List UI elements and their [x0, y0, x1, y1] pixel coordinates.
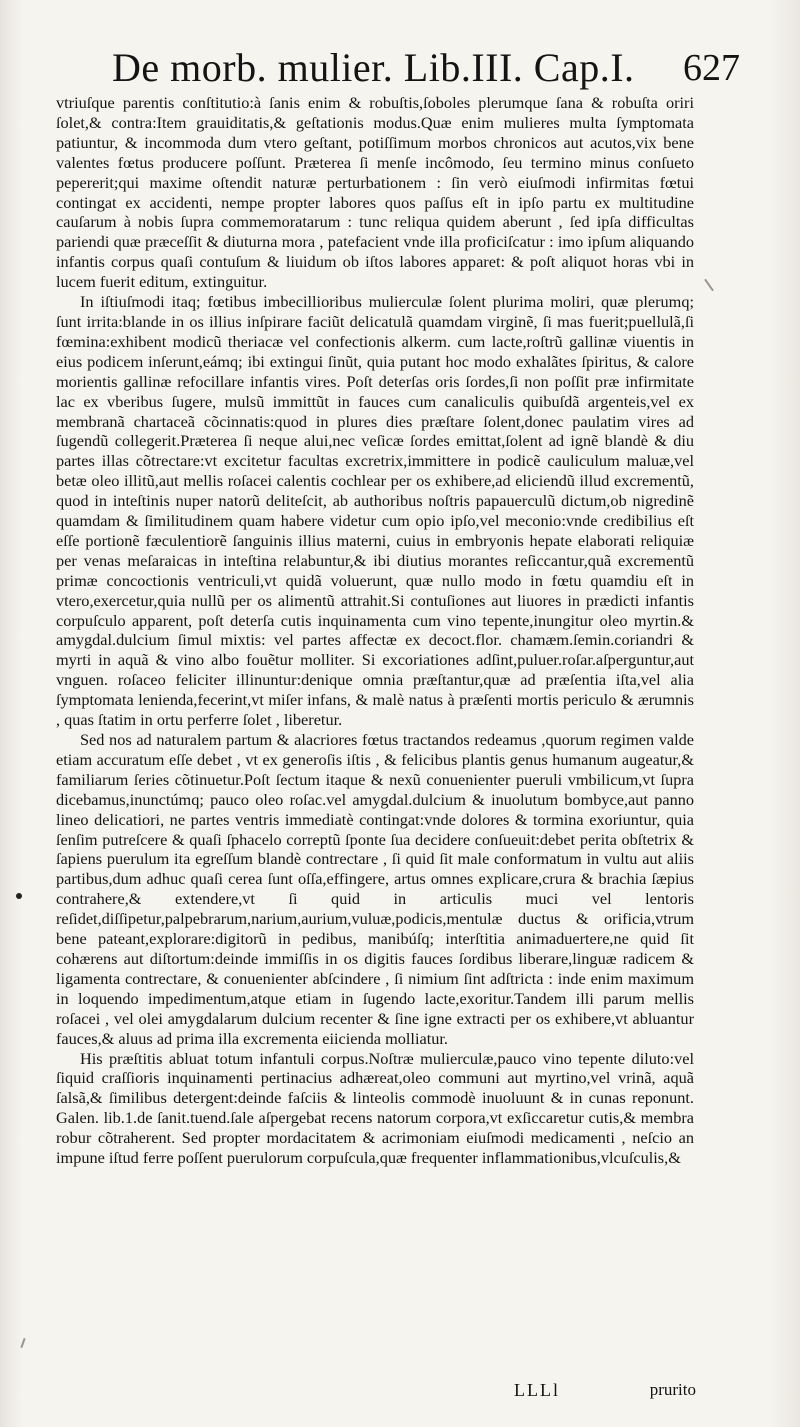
running-title: De morb. mulier. Lib.III. Cap.I. — [112, 45, 635, 90]
running-head — [60, 40, 740, 100]
signature-mark: LLLl — [514, 1380, 560, 1400]
paper-scratch — [20, 1338, 25, 1348]
paragraph-4: His præſtitis abluat totum infantuli corpus.Noſtræ mulierculæ,pauco vino tepente diluto:vel ſiquid craſſioris inquinamenti pertinacius adhæreat,oleo communi aut myrtino,vel vrinã, aquã ſalsã,& ſimilibus detergent:deinde faſciis & linteolis commodè inuoluunt & in cunas reponunt. Galen. lib.1.de ſanit.tuend.ſale aſpergebat recens natorum corpora,vt exſiccaretur cutis,& membra robur cõtraherent. Sed propter mordacitatem & acrimoniam eiuſmodi medicamenti , neſcio an impune iſtud ferre poſſent puerulorum corpuſcula,quæ frequenter inflammationibus,vlcuſculis,& — [56, 1048, 694, 1168]
paragraph-1: vtriuſque parentis conſtitutio:à ſanis enim & robuſtis,ſoboles plerumque ſana & robuſta oriri ſolet,& contra:Item grauiditatis,& geſtationis modus.Quæ enim mulieres multa ſymptomata patiuntur, & incommoda dum vtero geſtant, potiſſimum morbos chronicos aut acutos,vix bene valentes fœtus producere poſſunt. Præterea ſi menſe incômodo, ſeu termino minus conſueto pepererit;qui maxime oſtendit naturæ perturbationem : ſin verò eiuſmodi infirmitas fœtui contingat ex accidenti, nempe propter labores quos paſſus eſt in ipſo partu ex multitudine cauſarum à nobis ſupra commemoratarum : tunc reliqua quidem aberunt , ſed ipſa difficultas pariendi quæ præceſſit & diuturna mora , patefacient vnde illa proficiſcatur : imo ipſum aliquando infantis corpus quaſi contuſum & liuidum ob iſtos labores apparet: & poſt aliquot horas vbi in lucem fuerit editum, extinguitur. — [56, 93, 694, 292]
catchword: prurito — [649, 1380, 696, 1399]
paper-scratch — [704, 279, 714, 292]
paragraph-3: Sed nos ad naturalem partum & alacriores fœtus tractandos redeamus ,quorum regimen valde etiam accuratum eſſe debet , vt ex generoſis iſtis , & felicibus plantis genus humanum augeatur,& familiarum ſeries cõtinuetur.Poſt ſectum itaque & nexũ conuenienter pueruli vmbilicum,vt ſupra dicebamus,inunctúmq; pauco oleo roſac.vel amygdal.dulcium & inuolutum bombyce,aut panno lineo delicatiori, ne partes ventris immediatè contingat:vnde dolores & tormina exoriuntur, quia ſenſim putreſcere & quaſi ſphacelo correptũ ſponte ſua decidere conſueuit:debet perita obſtetrix & ſapiens puerulum ita egreſſum blandè contrectare , ſi quid ſit male conformatum in vultu aut aliis partibus,dum adhuc quaſi cerea ſunt oſſa,effingere, artus omnes explicare,crura & brachia ſæpius contrahere,& extendere,vt ſi quid in articulis muci vel lentoris reſidet,diſſipetur,palpebrarum,narium,aurium,vuluæ,podicis,mentulæ ductus & orificia,vtrum bene pateant,explorare:digitorũ in pedibus, manibúſq; interſtitia animaduertere,ne quid ſit cohærens aut diſtortum:deinde immiſſis in os digitis fauces ſordibus liberare,linguæ radicem & ligamenta contrectare, & conuenienter abſcindere , ſi nimium ſint adſtricta : inde enim maximum in loquendo impedimentum,atque etiam in ſugendo lacte,exoritur.Tandem illi parum mellis roſacei , vel olei amygdalarum dulcium recenter & ſine igne extracti per os exhibere,vt abluantur fauces,& aluus ad prima illa excrementa eiicienda molliatur. — [56, 730, 694, 1048]
paragraph-2: In iſtiuſmodi itaq; fœtibus imbecillioribus mulierculæ ſolent plurima moliri, quæ plerumq; ſunt irrita:blande in os illius inſpirare faciũt delicatulã quamdam virginẽ, ſi mas fuerit;puellulã,ſi fœmina:exhibent modicũ theriacæ vel confectionis alkerm. cum lacte,roſtrũ gallinæ viuentis in eius podicem inſerunt,eámq; ibi extingui ſinũt, quia putant hoc modo exhalãtes ſpiritus, & calore morientis gallinæ refocillare infantis vires. Poſt deterſas oris ſordes,ſi non poſſit præ infirmitate lac ex vberibus ſugere, mulsũ immittũt in fauces cum canaliculis quibuſdã argenteis,vel ex membranã chartaceã cõcinnatis:quod in plures dies præſtare ſolent,donec paulatim vires ad ſugendũ collegerit.Præterea ſi neque alui,nec veſicæ ſordes emittat,ſolent ad ignẽ blandè & diu partes illas cõtrectare:vt excitetur facultas excretrix,immittere in podicẽ cauliculum maluæ,vel betæ oleo illitũ,aut mellis roſacei calentis cochlear per os exhibere,ad eliciendũ illud excrementũ, quod in inteſtinis nuper natorũ deliteſcit, ab authoribus noſtris papauerculũ dictum,ob nigredinẽ quamdam & ſimilitudinem quam habere videtur cum opio ipſo,vel meconio:vnde credibilius eſt eſſe portionẽ fæculentiorẽ ſanguinis illius materni, cuius in embryonis hepate elaborati reliquiæ per venas meſaraicas in inteſtina relabuntur,& ibi diutius morantes reſiccantur,quã excrementũ primæ concoctionis ventriculi,vt quidã voluerunt, quæ nullo modo in fœtu quamdiu eſt in vtero,exercetur,quia nullũ per os alimentũ attrahit.Si contuſiones aut liuores in prædicti infantis corpuſculo apparent, poſt deterſa cutis inquinamenta cum vino tepente,inungitur oleo myrtin.& amygdal.dulcium ſimul mixtis: vel partes affectæ ex decoct.flor. chamæm.ſemin.coriandri & myrti in aquã & vino albo fouẽtur molliter. Si excoriationes adſint,puluer.roſar.aſperguntur,aut vnguen. roſaceo feliciter illinuntur:denique omnia præſtantur,quæ ad præſentia iſta,vel alia ſymptomata lenienda,fecerint,vt miſer infans, & malè natus à præſenti mortis periculo & ærumnis , quas ſtatim in ortu perferre ſolet , liberetur. — [56, 292, 694, 730]
page-number: 627 — [683, 47, 740, 89]
body-text — [56, 93, 694, 1168]
ink-dot — [16, 893, 22, 899]
page-footer — [56, 1380, 696, 1404]
